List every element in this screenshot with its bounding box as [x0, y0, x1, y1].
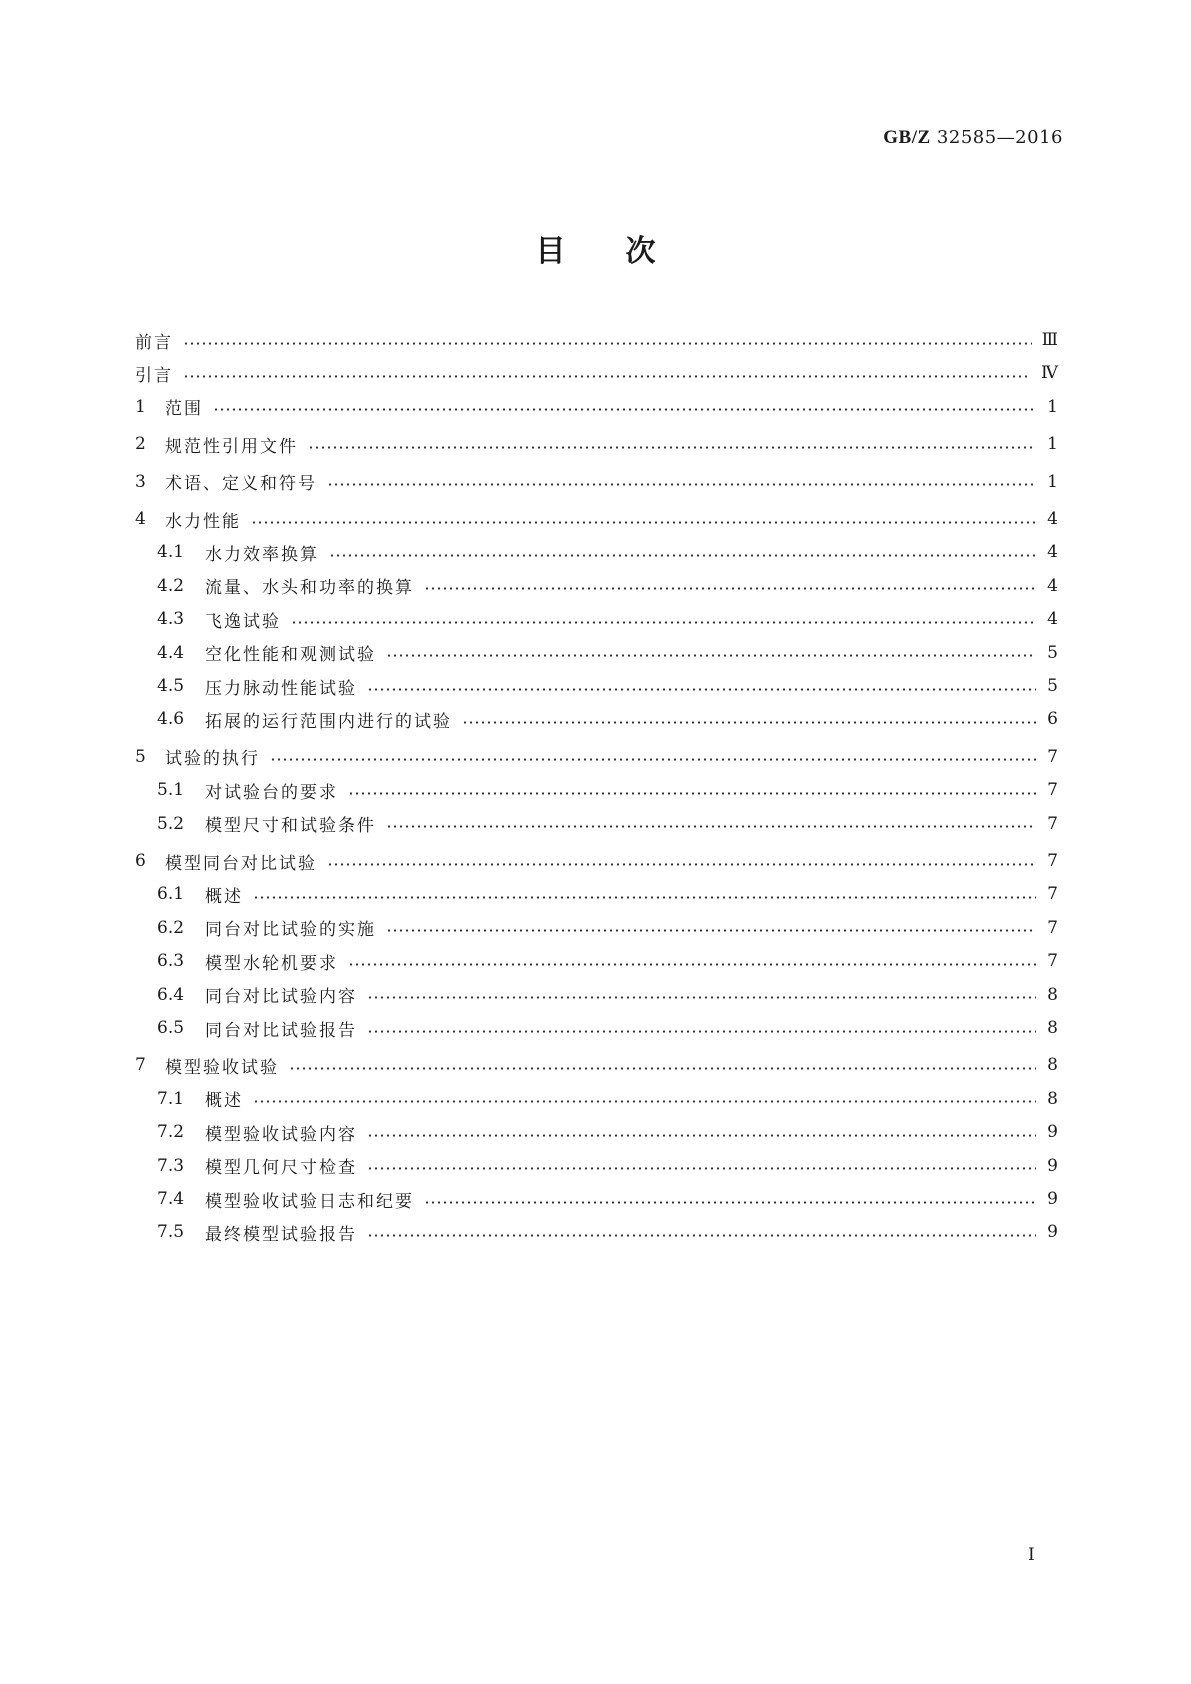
toc-entry — [135, 470, 1058, 494]
toc-entry-page: 7 — [1047, 917, 1058, 938]
toc-entry — [135, 745, 1058, 769]
toc-dot-leader — [183, 375, 1031, 378]
toc-entry-number: 7.5 — [157, 1222, 185, 1243]
toc-entry-title: 压力脉动性能试验 — [205, 678, 357, 699]
toc-entry-page: 4 — [1047, 609, 1058, 630]
toc-entry-title: 最终模型试验报告 — [205, 1224, 357, 1245]
toc-entry — [157, 540, 1058, 564]
toc-entry-title: 概述 — [205, 1091, 243, 1112]
toc-entry-page: 7 — [1047, 746, 1058, 767]
standard-code-header — [883, 127, 1063, 149]
toc-entry — [157, 641, 1058, 665]
toc-entry-number: 6.1 — [157, 884, 185, 905]
toc-entry-page: Ⅲ — [1041, 330, 1058, 350]
toc-entry-number: 7.1 — [157, 1088, 185, 1109]
toc-entry-page: 8 — [1047, 1018, 1058, 1038]
toc-entry-title: 飞逸试验 — [205, 611, 281, 632]
toc-entry — [157, 949, 1058, 973]
toc-entry-page: 8 — [1047, 984, 1058, 1005]
toc-entry-page: 8 — [1047, 1055, 1058, 1076]
toc-entry-title: 同台对比试验报告 — [205, 1020, 357, 1041]
toc-entry-number: 6.2 — [157, 917, 185, 938]
toc-entry-number: 7.2 — [157, 1122, 185, 1143]
toc-entry — [135, 507, 1058, 531]
toc-dot-leader — [348, 963, 1036, 966]
toc-dot-leader — [367, 1134, 1036, 1137]
toc-dot-leader — [308, 446, 1036, 449]
standard-prefix: GB/Z — [883, 127, 931, 148]
toc-entry-number: 5.2 — [157, 813, 185, 834]
toc-entry-number: 1 — [135, 396, 146, 417]
toc-entry-page: 4 — [1047, 575, 1058, 596]
toc-entry-page: 8 — [1047, 1088, 1058, 1109]
toc-entry — [157, 607, 1058, 631]
toc-entry-title: 术语、定义和符号 — [165, 474, 317, 495]
toc-entry-title: 模型同台对比试验 — [165, 853, 317, 874]
toc-entry-number: 4 — [135, 509, 146, 529]
toc-dot-leader — [270, 758, 1036, 761]
toc-dot-leader — [386, 929, 1036, 932]
toc-entry — [157, 1187, 1058, 1211]
toc-entry-page: 7 — [1047, 813, 1058, 834]
toc-entry — [135, 1053, 1058, 1077]
toc-entry-number: 6.3 — [157, 951, 185, 972]
toc-dot-leader — [367, 688, 1036, 691]
toc-entry-title: 引言 — [135, 365, 173, 386]
toc-entry — [135, 395, 1058, 419]
toc-entry-page: 6 — [1047, 709, 1058, 730]
toc-dot-leader — [386, 654, 1036, 657]
toc-entry — [135, 361, 1058, 385]
toc-entry-title: 流量、水头和功率的换算 — [205, 578, 414, 599]
toc-entry-number: 4.5 — [157, 676, 185, 696]
toc-dot-leader — [367, 996, 1036, 999]
toc-entry-title: 同台对比试验内容 — [205, 987, 357, 1008]
toc-entry-page: 4 — [1047, 509, 1058, 529]
toc-entry-number: 4.4 — [157, 642, 185, 663]
toc-dot-leader — [291, 621, 1036, 624]
toc-entry-title: 对试验台的要求 — [205, 782, 338, 803]
toc-entry-title: 模型验收试验 — [165, 1057, 279, 1078]
toc-entry — [157, 707, 1058, 731]
toc-entry — [135, 432, 1058, 456]
toc-entry-title: 试验的执行 — [165, 749, 260, 770]
toc-entry — [135, 849, 1058, 873]
toc-entry-title: 水力效率换算 — [205, 544, 319, 565]
toc-entry-number: 6.5 — [157, 1018, 185, 1038]
toc-entry-page: 9 — [1047, 1155, 1058, 1176]
toc-dot-leader — [462, 721, 1036, 724]
toc-entry-page: 1 — [1047, 396, 1058, 417]
toc-entry-number: 6 — [135, 851, 146, 871]
toc-dot-leader — [183, 342, 1032, 345]
toc-entry-page: 5 — [1047, 642, 1058, 663]
toc-entry-number: 4.6 — [157, 709, 185, 730]
toc-entry-number: 5 — [135, 746, 146, 767]
toc-dot-leader — [253, 896, 1036, 899]
toc-entry-page: 7 — [1047, 951, 1058, 972]
toc-entry-page: 9 — [1047, 1222, 1058, 1243]
toc-dot-leader — [329, 554, 1036, 557]
toc-entry — [157, 812, 1058, 836]
toc-entry-title: 范围 — [165, 399, 203, 420]
toc-entry-number: 6.4 — [157, 984, 185, 1005]
toc-dot-leader — [327, 483, 1036, 486]
toc-entry-number: 7 — [135, 1055, 146, 1076]
toc-dot-leader — [424, 587, 1036, 590]
toc-entry — [157, 1016, 1058, 1040]
toc-entry — [157, 574, 1058, 598]
toc-entry — [157, 1154, 1058, 1178]
toc-entry-title: 概述 — [205, 886, 243, 907]
toc-entry-title: 同台对比试验的实施 — [205, 920, 376, 941]
toc-dot-leader — [348, 792, 1036, 795]
toc-entry-title: 模型水轮机要求 — [205, 953, 338, 974]
toc-dot-leader — [251, 521, 1036, 524]
toc-entry-number: 2 — [135, 434, 146, 455]
toc-dot-leader — [367, 1030, 1036, 1033]
toc-entry-page: 9 — [1047, 1189, 1058, 1209]
toc-entry — [157, 1220, 1058, 1244]
toc-entry-title: 空化性能和观测试验 — [205, 645, 376, 666]
toc-entry — [157, 916, 1058, 940]
toc-entry — [157, 1087, 1058, 1111]
toc-entry-number: 4.1 — [157, 542, 185, 563]
page-title: 目次 — [535, 234, 716, 269]
toc-entry — [157, 1120, 1058, 1144]
toc-entry-title: 模型验收试验内容 — [205, 1124, 357, 1145]
toc-dot-leader — [424, 1201, 1036, 1204]
toc-entry — [157, 674, 1058, 698]
toc-entry — [157, 778, 1058, 802]
toc-entry-page: Ⅳ — [1041, 363, 1058, 384]
toc-dot-leader — [289, 1067, 1036, 1070]
toc-dot-leader — [253, 1100, 1036, 1103]
toc-entry-number: 4.3 — [157, 609, 185, 630]
toc-dot-leader — [367, 1234, 1036, 1237]
toc-entry-page: 1 — [1047, 434, 1058, 455]
toc-entry-number: 7.3 — [157, 1155, 185, 1176]
toc-dot-leader — [386, 825, 1036, 828]
toc-dot-leader — [367, 1167, 1036, 1170]
toc-entry-page: 9 — [1047, 1122, 1058, 1143]
toc-entry-number: 3 — [135, 471, 146, 492]
toc-entry-number: 4.2 — [157, 575, 185, 596]
toc-entry-page: 4 — [1047, 542, 1058, 563]
toc-entry-number: 5.1 — [157, 780, 185, 801]
toc-entry-title: 拓展的运行范围内进行的试验 — [205, 711, 452, 732]
toc-entry-title: 模型几何尺寸检查 — [205, 1158, 357, 1179]
standard-number: 32585—2016 — [936, 127, 1063, 148]
toc-entry-title: 规范性引用文件 — [165, 436, 298, 457]
toc-entry-page: 7 — [1047, 851, 1058, 871]
toc-entry-page: 1 — [1047, 471, 1058, 492]
toc-entry-page: 7 — [1047, 780, 1058, 801]
toc-entry-number: 7.4 — [157, 1189, 185, 1209]
toc-entry-title: 前言 — [135, 332, 173, 353]
toc-dot-leader — [327, 863, 1036, 866]
toc-entry-title: 模型验收试验日志和纪要 — [205, 1191, 414, 1212]
toc-entry-page: 5 — [1047, 676, 1058, 696]
toc-entry — [157, 983, 1058, 1007]
toc-entry-title: 模型尺寸和试验条件 — [205, 816, 376, 837]
toc-entry-page: 7 — [1047, 884, 1058, 905]
page-number: I — [1028, 1545, 1035, 1565]
toc-entry — [157, 882, 1058, 906]
toc-entry-title: 水力性能 — [165, 511, 241, 532]
toc-entry — [135, 328, 1058, 352]
toc-dot-leader — [213, 408, 1036, 411]
